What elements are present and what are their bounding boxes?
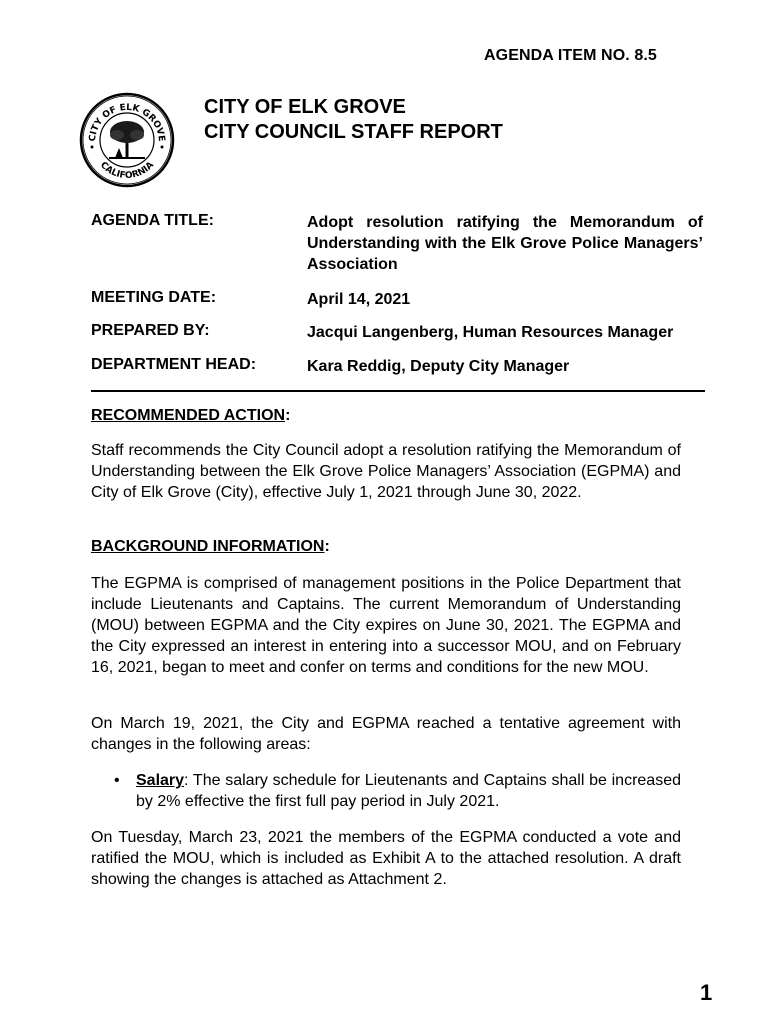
- background-heading: [91, 538, 330, 556]
- background-paragraph-3: On Tuesday, March 23, 2021 the members of the EGPMA conducted a vote and ratified the MOU, which is included as Exhibit A to the attached resolution. A draft showing the changes is attached as Attachment 2.: [91, 829, 681, 888]
- prepared-by-label: PREPARED BY:: [91, 322, 210, 339]
- background-heading-text: BACKGROUND INFORMATION: [91, 538, 325, 555]
- department-head-label: DEPARTMENT HEAD:: [91, 356, 257, 373]
- seal-top-text: CITY OF ELK GROVE: [87, 102, 167, 143]
- bullet-point-icon: •: [114, 772, 120, 789]
- agenda-title-value: Adopt resolution ratifying the Memorandum of Understanding with the Elk Grove Police Managers’ Association: [307, 214, 703, 273]
- recommended-action-colon: :: [285, 407, 291, 424]
- agenda-title-label: AGENDA TITLE:: [91, 212, 214, 229]
- report-type: CITY COUNCIL STAFF REPORT: [204, 121, 503, 143]
- recommended-action-heading-text: RECOMMENDED ACTION: [91, 407, 286, 424]
- salary-term-colon: :: [184, 772, 189, 789]
- meeting-date-label: MEETING DATE:: [91, 289, 217, 306]
- salary-bullet-text: [136, 770, 681, 812]
- department-head-value: Kara Reddig, Deputy City Manager: [307, 358, 570, 375]
- svg-text:CALIFORNIA: [98, 160, 156, 181]
- salary-term: Salary: [136, 772, 185, 789]
- background-paragraph-2: On March 19, 2021, the City and EGPMA reached a tentative agreement with changes in the following areas:: [91, 715, 681, 753]
- page-number: 1: [700, 980, 713, 1005]
- background-colon: :: [324, 538, 330, 555]
- organization-heading: [204, 95, 503, 145]
- agenda-item-number: AGENDA ITEM NO. 8.5: [484, 47, 657, 64]
- prepared-by-value: Jacqui Langenberg, Human Resources Manager: [307, 324, 674, 341]
- org-name: CITY OF ELK GROVE: [204, 96, 406, 118]
- recommended-action-text: Staff recommends the City Council adopt a resolution ratifying the Memorandum of Understanding between the Elk Grove Police Managers’ Association (EGPMA) and City of Elk Grove (City), effective July 1, 2021 through June 30, 2022.: [91, 442, 681, 501]
- recommended-action-heading: [91, 407, 290, 425]
- meeting-date-value: April 14, 2021: [307, 291, 411, 308]
- city-seal-logo: [79, 92, 175, 188]
- header-divider: [91, 390, 705, 392]
- seal-bottom-text: CALIFORNIA: [98, 160, 156, 182]
- background-paragraph-1: The EGPMA is comprised of management positions in the Police Department that include Lieutenants and Captains. The current Memorandum of Understanding (MOU) between EGPMA and the City expires on June 30, 2021. The EGPMA and the City expressed an interest in entering into a successor MOU, and on February 16, 2021, began to meet and confer on terms and conditions for the new MOU.: [91, 575, 681, 676]
- salary-description: The salary schedule for Lieutenants and Captains shall be increased by 2% effective the first full pay period in July 2021.: [136, 772, 681, 810]
